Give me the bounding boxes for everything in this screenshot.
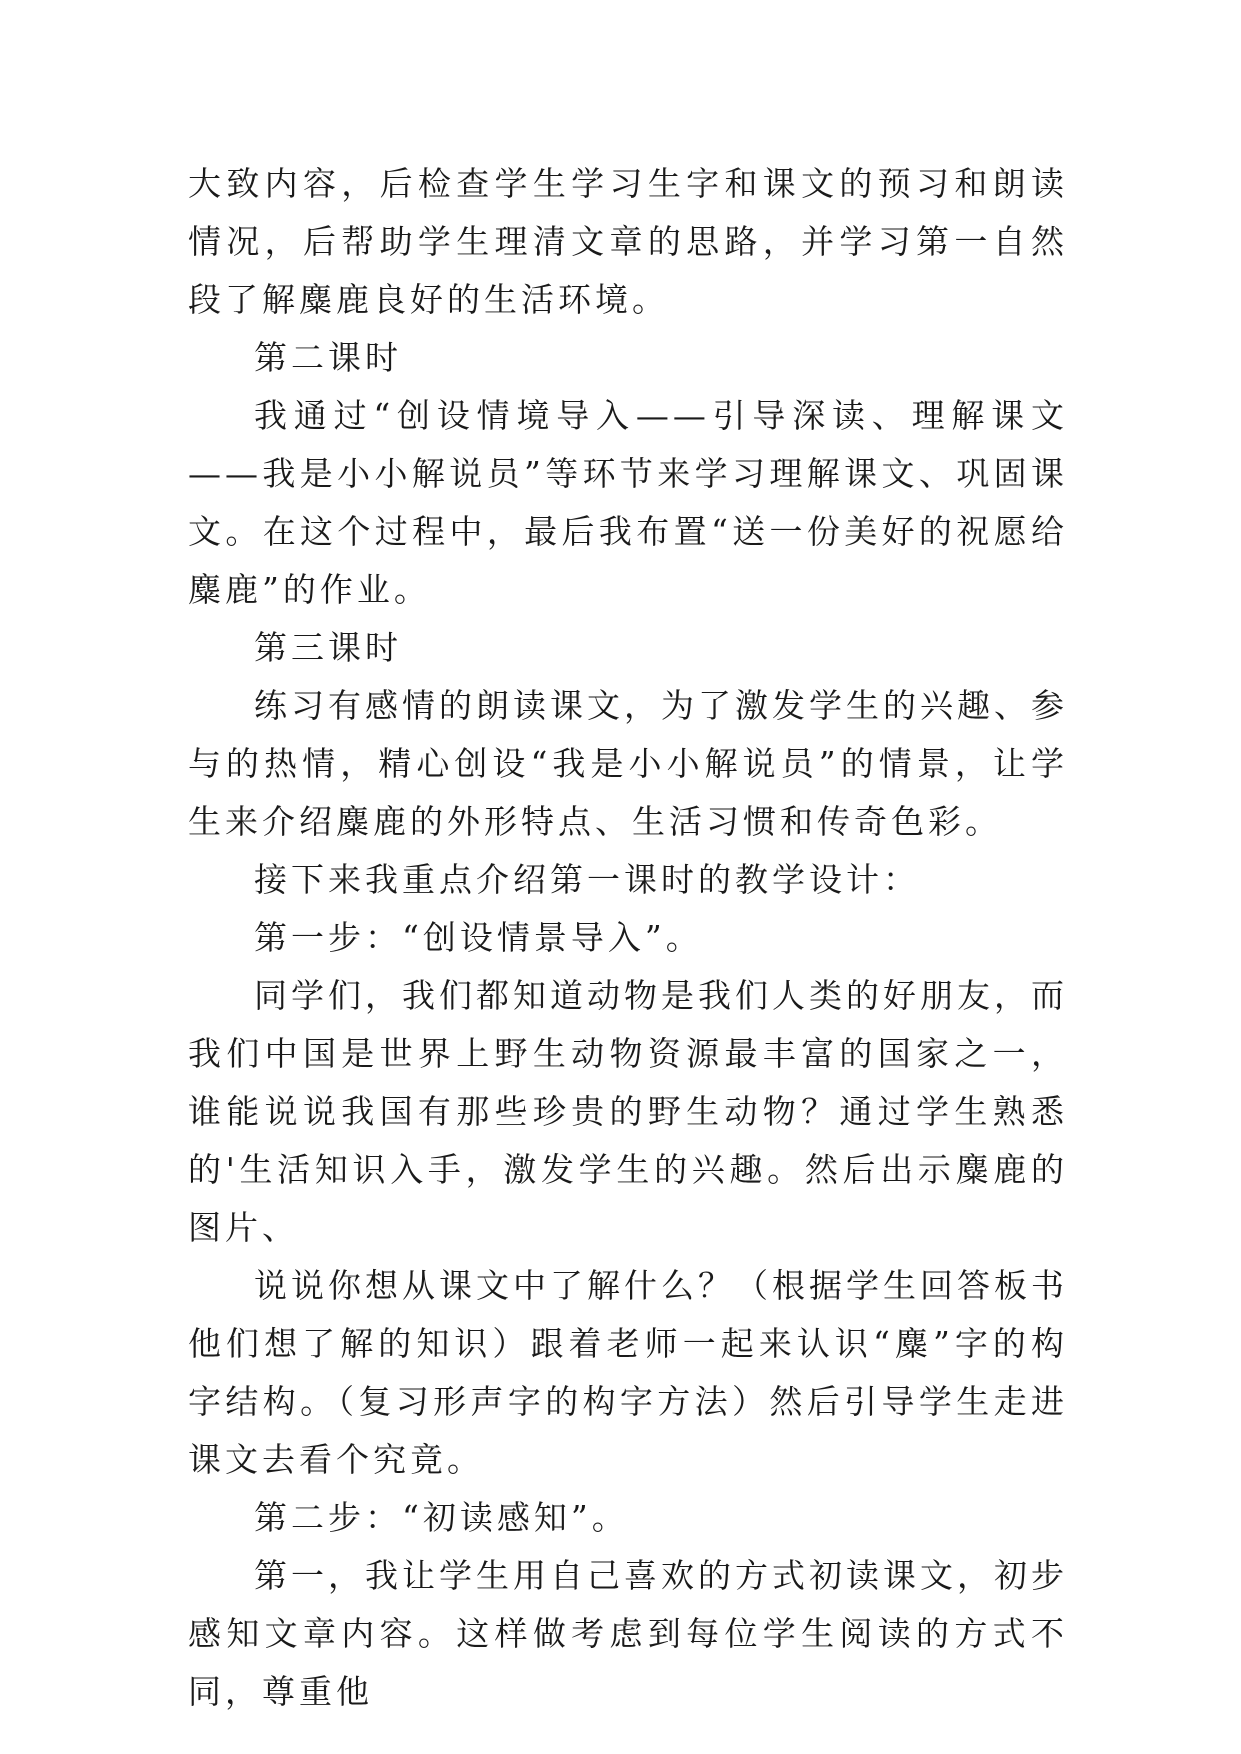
paragraph-2: 我通过“创设情境导入——引导深读、理解课文——我是小小解说员”等环节来学习理解课文、巩固课文。在这个过程中，最后我布置“送一份美好的祝愿给麋鹿”的作业。 (188, 396, 1068, 609)
heading-second-lesson: 第二课时 (254, 338, 402, 377)
step-one-heading: 第一步：“创设情景导入”。 (254, 918, 703, 957)
paragraph-3: 练习有感情的朗读课文，为了激发学生的兴趣、参与的热情，精心创设“我是小小解说员”的情景，让学生来介绍麋鹿的外形特点、生活习惯和传奇色彩。 (188, 686, 1068, 841)
document-body (188, 155, 1068, 1721)
heading-third-lesson: 第三课时 (254, 628, 402, 667)
paragraph-5: 同学们，我们都知道动物是我们人类的好朋友，而我们中国是世界上野生动物资源最丰富的国家之一，谁能说说我国有那些珍贵的野生动物？通过学生熟悉的'生活知识入手，激发学生的兴趣。然后出示麋鹿的图片、 (188, 976, 1068, 1247)
paragraph-6: 说说你想从课文中了解什么？（根据学生回答板书他们想了解的知识）跟着老师一起来认识“麋”字的构字结构。（复习形声字的构字方法）然后引导学生走进课文去看个究竟。 (188, 1266, 1068, 1479)
paragraph-4: 接下来我重点介绍第一课时的教学设计： (254, 860, 920, 899)
paragraph-7: 第一，我让学生用自己喜欢的方式初读课文，初步感知文章内容。这样做考虑到每位学生阅读的方式不同，尊重他 (188, 1556, 1068, 1711)
paragraph-1: 大致内容，后检查学生学习生字和课文的预习和朗读情况，后帮助学生理清文章的思路，并学习第一自然段了解麋鹿良好的生活环境。 (188, 164, 1068, 319)
step-two-heading: 第二步：“初读感知”。 (254, 1498, 629, 1537)
